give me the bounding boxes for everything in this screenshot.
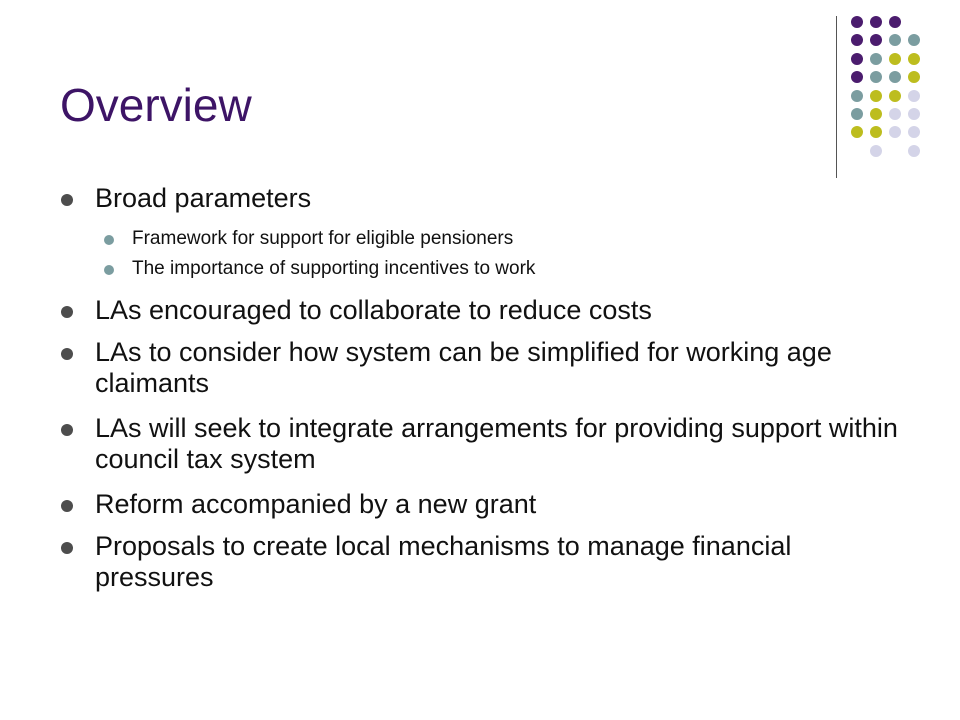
bullet-dot (61, 194, 73, 206)
decorative-dot (870, 16, 882, 28)
bullet-dot (61, 424, 73, 436)
decorative-dot (870, 108, 882, 120)
decorative-dot (851, 34, 863, 46)
decorative-dot (908, 126, 920, 138)
decorative-dot (908, 90, 920, 102)
decorative-dot (889, 53, 901, 65)
decorative-dot (870, 34, 882, 46)
slide-title: Overview (60, 79, 252, 131)
bullet-text: Broad parameters (95, 183, 312, 213)
bullet-text: LAs to consider how system can be simplified for working age claimants (95, 337, 832, 398)
decorative-dot (870, 126, 882, 138)
bullet-dot (61, 542, 73, 554)
decorative-dot (908, 108, 920, 120)
decorative-dot (889, 71, 901, 83)
decorative-dot (851, 126, 863, 138)
decorative-dot (889, 108, 901, 120)
title-divider-line (836, 16, 837, 178)
decorative-dot (889, 16, 901, 28)
decorative-dot (908, 53, 920, 65)
bullet-dot (61, 500, 73, 512)
decorative-dot (870, 71, 882, 83)
decorative-dot (851, 53, 863, 65)
bullet-text: LAs will seek to integrate arrangements for providing support within council tax system (95, 413, 898, 474)
sub-bullet-text: Framework for support for eligible pensioners (132, 228, 514, 249)
decorative-dot (889, 34, 901, 46)
bullet-text: Reform accompanied by a new grant (95, 489, 537, 519)
sub-bullet-dot (104, 235, 114, 245)
decorative-dot (908, 145, 920, 157)
decorative-dot (889, 126, 901, 138)
decorative-dot (851, 90, 863, 102)
sub-bullet-text: The importance of supporting incentives to work (132, 258, 536, 279)
decorative-dot (870, 53, 882, 65)
decorative-dot (889, 90, 901, 102)
sub-bullet-dot (104, 265, 114, 275)
decorative-dot (908, 71, 920, 83)
decorative-dot (870, 90, 882, 102)
bullet-dot (61, 348, 73, 360)
decorative-dot (851, 71, 863, 83)
bullet-text: LAs encouraged to collaborate to reduce costs (95, 295, 652, 325)
bullet-dot (61, 306, 73, 318)
decorative-dot (851, 16, 863, 28)
decorative-dot (851, 108, 863, 120)
decorative-dot (870, 145, 882, 157)
bullet-text: Proposals to create local mechanisms to manage financial pressures (95, 531, 792, 592)
decorative-dot (908, 34, 920, 46)
